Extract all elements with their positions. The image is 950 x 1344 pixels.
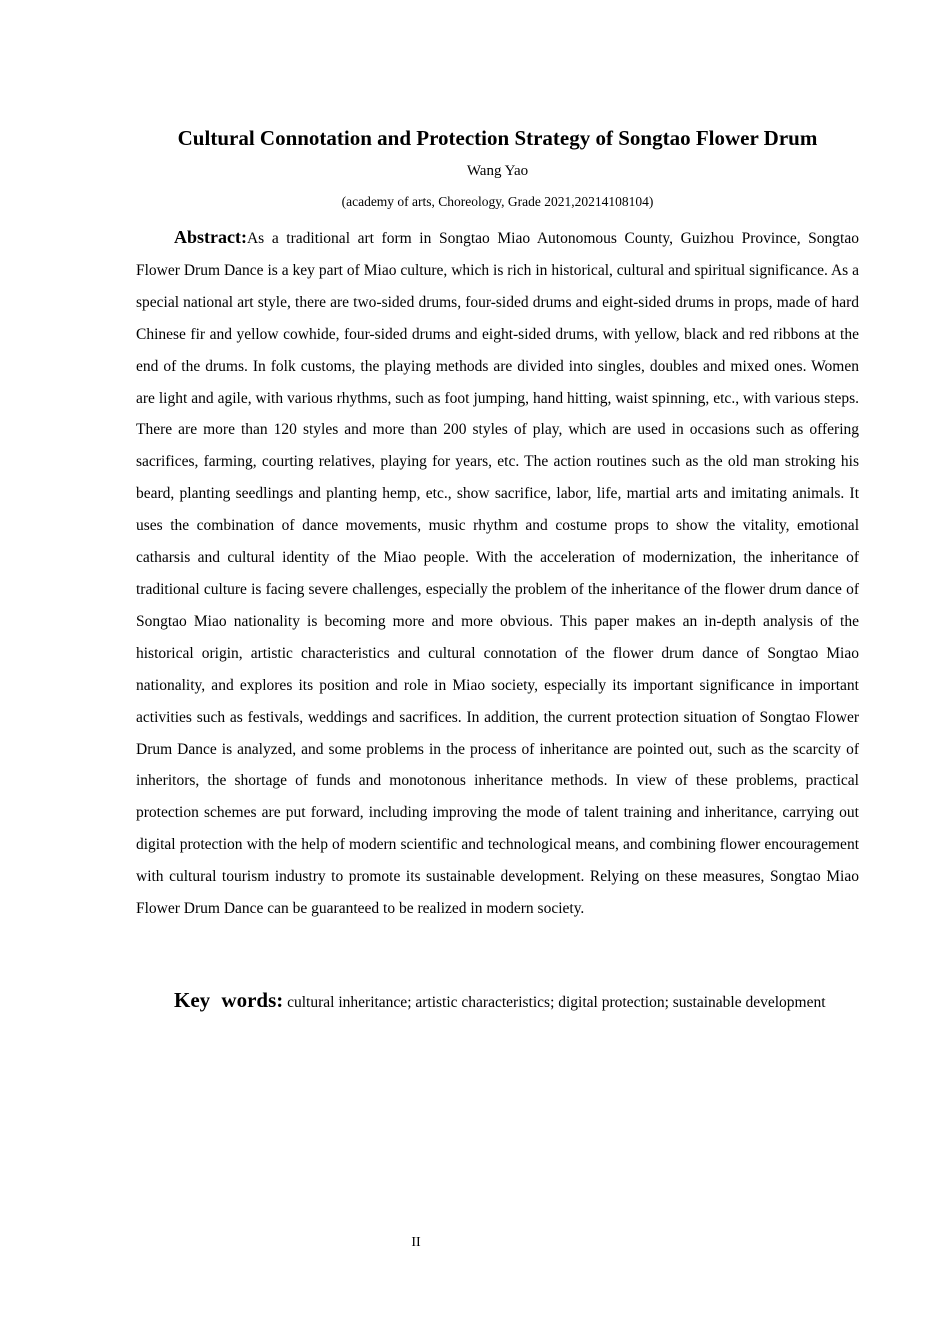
abstract-paragraph bbox=[136, 222, 859, 925]
keywords-label: Key words: bbox=[174, 988, 284, 1012]
keywords-text: cultural inheritance; artistic characteristics; digital protection; sustainable development bbox=[283, 994, 826, 1011]
paper-title: Cultural Connotation and Protection Strategy of Songtao Flower Drum bbox=[177, 126, 818, 150]
keywords-paragraph bbox=[136, 985, 859, 1018]
author-name: Wang Yao bbox=[466, 163, 529, 179]
abstract-label: Abstract: bbox=[174, 227, 247, 247]
abstract-text: As a traditional art form in Songtao Miao Autonomous County, Guizhou Province, Songtao Flower Drum Dance is a key part of Miao culture, which is rich in historical, cultural and spiritual significance. As a special national art style, there are two-sided drums, four-sided drums and eight-sided drums in props, made of hard Chinese fir and yellow cowhide, four-sided drums and eight-sided drums, with yellow, black and red ribbons at the end of the drums. In folk customs, the playing methods are divided into singles, doubles and mixed ones. Women are light and agile, with various rhythms, such as foot jumping, hand hitting, waist spinning, etc., with various steps. There are more than 120 styles and more than 200 styles of play, which are used in occasions such as offering sacrifices, farming, courting relatives, playing for years, etc. The action routines such as the old man stroking his beard, planting seedlings and planting hemp, etc., show sacrifice, labor, life, martial arts and imitating animals. It uses the combination of dance movements, music rhythm and costume props to show the vitality, emotional catharsis and cultural identity of the Miao people. With the acceleration of modernization, the inheritance of traditional culture is facing severe challenges, especially the problem of the inheritance of the flower drum dance of Songtao Miao nationality is becoming more and more obvious. This paper makes an in-depth analysis of the historical origin, artistic characteristics and cultural connotation of the flower drum dance of Songtao Miao nationality, and explores its position and role in Miao society, especially its important significance in important activities such as festivals, weddings and sacrifices. In addition, the current protection situation of Songtao Flower Drum Dance is analyzed, and some problems in the process of inheritance are pointed out, such as the scarcity of inheritors, the shortage of funds and monotonous inheritance methods. In view of these problems, practical protection schemes are put forward, including improving the mode of talent training and inheritance, carrying out digital protection with the help of modern scientific and technological means, and combining flower encouragement with cultural tourism industry to promote its sustainable development. Relying on these measures, Songtao Miao Flower Drum Dance can be guaranteed to be realized in modern society. bbox=[136, 230, 859, 918]
author-affiliation: (academy of arts, Choreology, Grade 2021,20214108104) bbox=[341, 194, 654, 209]
page-number: II bbox=[411, 1235, 421, 1250]
